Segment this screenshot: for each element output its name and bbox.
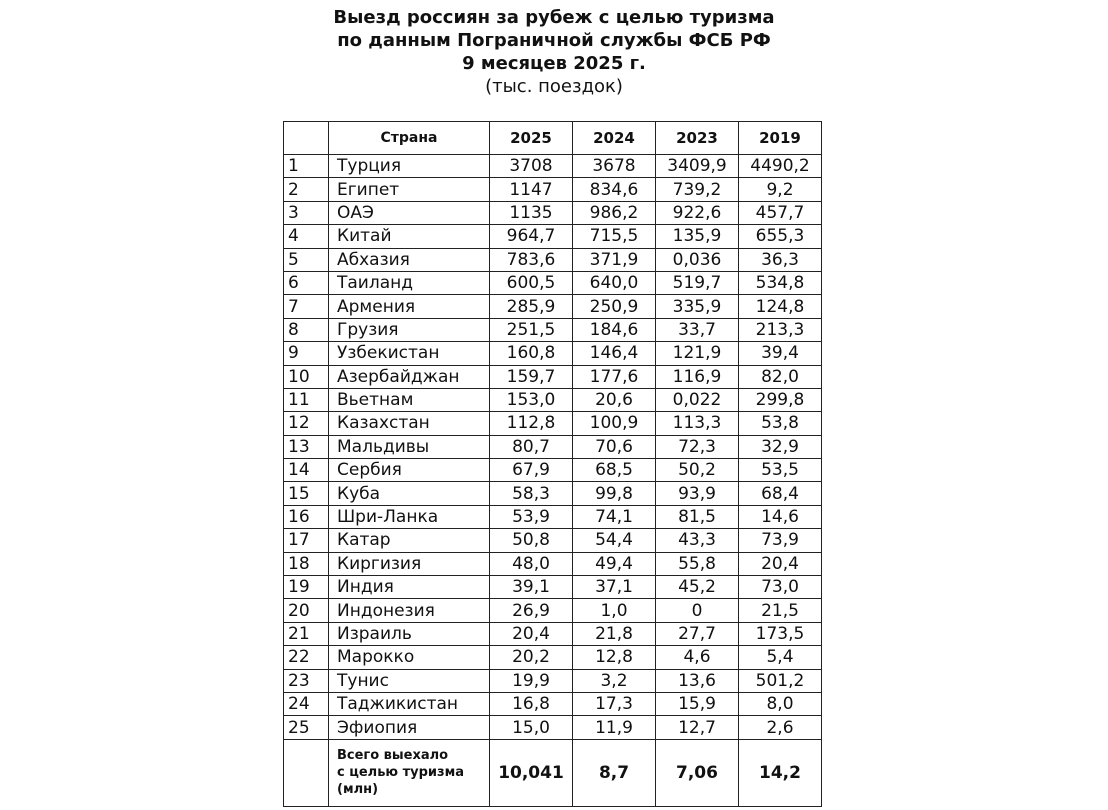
value-2023: 519,7: [656, 271, 739, 294]
table-row: [284, 201, 822, 224]
country-name: Марокко: [329, 646, 490, 669]
value-2019: 68,4: [739, 482, 822, 505]
value-2024: 49,4: [573, 552, 656, 575]
value-2025: 39,1: [490, 576, 573, 599]
table-row: [284, 155, 822, 178]
row-number: 10: [284, 365, 329, 388]
header-2019: 2019: [739, 122, 822, 155]
row-number: 24: [284, 692, 329, 715]
table-row: [284, 716, 822, 739]
value-2024: 184,6: [573, 318, 656, 341]
value-2025: 964,7: [490, 225, 573, 248]
title-line-2: по данным Пограничной службы ФСБ РФ: [337, 30, 771, 51]
row-number: 12: [284, 412, 329, 435]
value-2025: 19,9: [490, 669, 573, 692]
value-2025: 15,0: [490, 716, 573, 739]
value-2024: 54,4: [573, 529, 656, 552]
table-row: [284, 692, 822, 715]
value-2024: 99,8: [573, 482, 656, 505]
value-2024: 3678: [573, 155, 656, 178]
table-row: [284, 295, 822, 318]
value-2019: 14,6: [739, 505, 822, 528]
unit-label: (тыс. поездок): [485, 76, 623, 97]
value-2019: 39,4: [739, 342, 822, 365]
country-name: Вьетнам: [329, 388, 490, 411]
value-2023: 72,3: [656, 435, 739, 458]
value-2023: 81,5: [656, 505, 739, 528]
value-2023: 50,2: [656, 459, 739, 482]
country-name: Китай: [329, 225, 490, 248]
row-number: 25: [284, 716, 329, 739]
value-2025: 80,7: [490, 435, 573, 458]
value-2019: 8,0: [739, 692, 822, 715]
value-2019: 655,3: [739, 225, 822, 248]
value-2019: 5,4: [739, 646, 822, 669]
table-row: [284, 646, 822, 669]
total-label-line-2: с целью туризма: [337, 765, 464, 781]
value-2023: 335,9: [656, 295, 739, 318]
row-number: 4: [284, 225, 329, 248]
country-name: Армения: [329, 295, 490, 318]
value-2025: 600,5: [490, 271, 573, 294]
table-row: [284, 318, 822, 341]
table-row: [284, 225, 822, 248]
country-name: Шри-Ланка: [329, 505, 490, 528]
value-2024: 640,0: [573, 271, 656, 294]
value-2024: 250,9: [573, 295, 656, 318]
value-2024: 20,6: [573, 388, 656, 411]
value-2024: 715,5: [573, 225, 656, 248]
value-2025: 16,8: [490, 692, 573, 715]
header-num: [284, 122, 329, 155]
value-2024: 11,9: [573, 716, 656, 739]
table-row: [284, 529, 822, 552]
value-2024: 834,6: [573, 178, 656, 201]
value-2025: 783,6: [490, 248, 573, 271]
value-2024: 37,1: [573, 576, 656, 599]
header-2025: 2025: [490, 122, 573, 155]
value-2024: 70,6: [573, 435, 656, 458]
value-2025: 160,8: [490, 342, 573, 365]
header-2024: 2024: [573, 122, 656, 155]
value-2019: 9,2: [739, 178, 822, 201]
value-2025: 159,7: [490, 365, 573, 388]
table-header-row: [284, 122, 822, 155]
value-2025: 251,5: [490, 318, 573, 341]
country-name: Эфиопия: [329, 716, 490, 739]
total-2025: 10,041: [490, 739, 573, 806]
row-number: 5: [284, 248, 329, 271]
header-country: Страна: [329, 122, 490, 155]
value-2023: 922,6: [656, 201, 739, 224]
table-row: [284, 669, 822, 692]
row-number: 20: [284, 599, 329, 622]
value-2024: 146,4: [573, 342, 656, 365]
value-2019: 21,5: [739, 599, 822, 622]
value-2019: 534,8: [739, 271, 822, 294]
country-name: Израиль: [329, 622, 490, 645]
value-2024: 3,2: [573, 669, 656, 692]
value-2019: 36,3: [739, 248, 822, 271]
value-2023: 135,9: [656, 225, 739, 248]
country-name: Абхазия: [329, 248, 490, 271]
table-row: [284, 552, 822, 575]
value-2019: 73,0: [739, 576, 822, 599]
value-2023: 43,3: [656, 529, 739, 552]
table-row: [284, 435, 822, 458]
value-2024: 17,3: [573, 692, 656, 715]
table-row: [284, 248, 822, 271]
value-2025: 153,0: [490, 388, 573, 411]
value-2023: 93,9: [656, 482, 739, 505]
row-number: 8: [284, 318, 329, 341]
country-name: ОАЭ: [329, 201, 490, 224]
value-2025: 3708: [490, 155, 573, 178]
value-2019: 4490,2: [739, 155, 822, 178]
value-2024: 74,1: [573, 505, 656, 528]
value-2024: 177,6: [573, 365, 656, 388]
value-2023: 116,9: [656, 365, 739, 388]
row-number: 7: [284, 295, 329, 318]
value-2019: 299,8: [739, 388, 822, 411]
value-2023: 4,6: [656, 646, 739, 669]
value-2019: 53,5: [739, 459, 822, 482]
value-2019: 73,9: [739, 529, 822, 552]
row-number: 6: [284, 271, 329, 294]
country-name: Таджикистан: [329, 692, 490, 715]
value-2019: 32,9: [739, 435, 822, 458]
country-name: Узбекистан: [329, 342, 490, 365]
value-2025: 50,8: [490, 529, 573, 552]
tourism-table: [283, 121, 822, 807]
value-2019: 457,7: [739, 201, 822, 224]
country-name: Мальдивы: [329, 435, 490, 458]
row-number: 21: [284, 622, 329, 645]
total-label: [329, 739, 490, 806]
value-2019: 173,5: [739, 622, 822, 645]
country-name: Египет: [329, 178, 490, 201]
value-2023: 0,036: [656, 248, 739, 271]
row-number: 2: [284, 178, 329, 201]
table-row: [284, 178, 822, 201]
value-2024: 12,8: [573, 646, 656, 669]
row-number: 3: [284, 201, 329, 224]
total-label-line-1: Всего выехало: [337, 748, 449, 764]
value-2023: 13,6: [656, 669, 739, 692]
value-2023: 33,7: [656, 318, 739, 341]
country-name: Киргизия: [329, 552, 490, 575]
row-number: 17: [284, 529, 329, 552]
value-2019: 2,6: [739, 716, 822, 739]
country-name: Турция: [329, 155, 490, 178]
country-name: Индонезия: [329, 599, 490, 622]
table-row: [284, 482, 822, 505]
value-2025: 26,9: [490, 599, 573, 622]
value-2025: 67,9: [490, 459, 573, 482]
value-2025: 285,9: [490, 295, 573, 318]
table-row: [284, 342, 822, 365]
value-2023: 45,2: [656, 576, 739, 599]
table-row: [284, 412, 822, 435]
table-row: [284, 388, 822, 411]
value-2019: 501,2: [739, 669, 822, 692]
value-2025: 1135: [490, 201, 573, 224]
table-row: [284, 365, 822, 388]
country-name: Казахстан: [329, 412, 490, 435]
value-2023: 15,9: [656, 692, 739, 715]
title-line-1: Выезд россиян за рубеж с целью туризма: [333, 7, 775, 28]
total-row: [284, 739, 822, 806]
row-number: 14: [284, 459, 329, 482]
value-2023: 12,7: [656, 716, 739, 739]
row-number: 9: [284, 342, 329, 365]
row-number: 23: [284, 669, 329, 692]
value-2025: 58,3: [490, 482, 573, 505]
value-2025: 53,9: [490, 505, 573, 528]
row-number: 18: [284, 552, 329, 575]
value-2019: 213,3: [739, 318, 822, 341]
country-name: Грузия: [329, 318, 490, 341]
value-2023: 121,9: [656, 342, 739, 365]
table-row: [284, 622, 822, 645]
table-row: [284, 576, 822, 599]
country-name: Азербайджан: [329, 365, 490, 388]
row-number: 1: [284, 155, 329, 178]
value-2019: 124,8: [739, 295, 822, 318]
value-2023: 739,2: [656, 178, 739, 201]
country-name: Сербия: [329, 459, 490, 482]
country-name: Тунис: [329, 669, 490, 692]
value-2024: 68,5: [573, 459, 656, 482]
value-2024: 21,8: [573, 622, 656, 645]
row-number: 19: [284, 576, 329, 599]
row-number: 13: [284, 435, 329, 458]
document-title: [0, 6, 1108, 98]
total-label-line-3: (млн): [337, 782, 379, 798]
table-row: [284, 271, 822, 294]
total-2023: 7,06: [656, 739, 739, 806]
value-2024: 100,9: [573, 412, 656, 435]
total-num-cell: [284, 739, 329, 806]
value-2023: 113,3: [656, 412, 739, 435]
value-2023: 55,8: [656, 552, 739, 575]
value-2019: 20,4: [739, 552, 822, 575]
row-number: 11: [284, 388, 329, 411]
country-name: Куба: [329, 482, 490, 505]
value-2025: 20,2: [490, 646, 573, 669]
value-2024: 986,2: [573, 201, 656, 224]
total-2019: 14,2: [739, 739, 822, 806]
value-2025: 1147: [490, 178, 573, 201]
title-line-3: 9 месяцев 2025 г.: [462, 53, 646, 74]
value-2025: 48,0: [490, 552, 573, 575]
value-2023: 0: [656, 599, 739, 622]
value-2023: 3409,9: [656, 155, 739, 178]
country-name: Таиланд: [329, 271, 490, 294]
row-number: 15: [284, 482, 329, 505]
value-2019: 53,8: [739, 412, 822, 435]
value-2025: 20,4: [490, 622, 573, 645]
table-row: [284, 599, 822, 622]
row-number: 22: [284, 646, 329, 669]
country-name: Индия: [329, 576, 490, 599]
table-row: [284, 505, 822, 528]
country-name: Катар: [329, 529, 490, 552]
value-2023: 27,7: [656, 622, 739, 645]
value-2019: 82,0: [739, 365, 822, 388]
value-2024: 371,9: [573, 248, 656, 271]
total-2024: 8,7: [573, 739, 656, 806]
value-2023: 0,022: [656, 388, 739, 411]
table-row: [284, 459, 822, 482]
value-2024: 1,0: [573, 599, 656, 622]
header-2023: 2023: [656, 122, 739, 155]
value-2025: 112,8: [490, 412, 573, 435]
row-number: 16: [284, 505, 329, 528]
